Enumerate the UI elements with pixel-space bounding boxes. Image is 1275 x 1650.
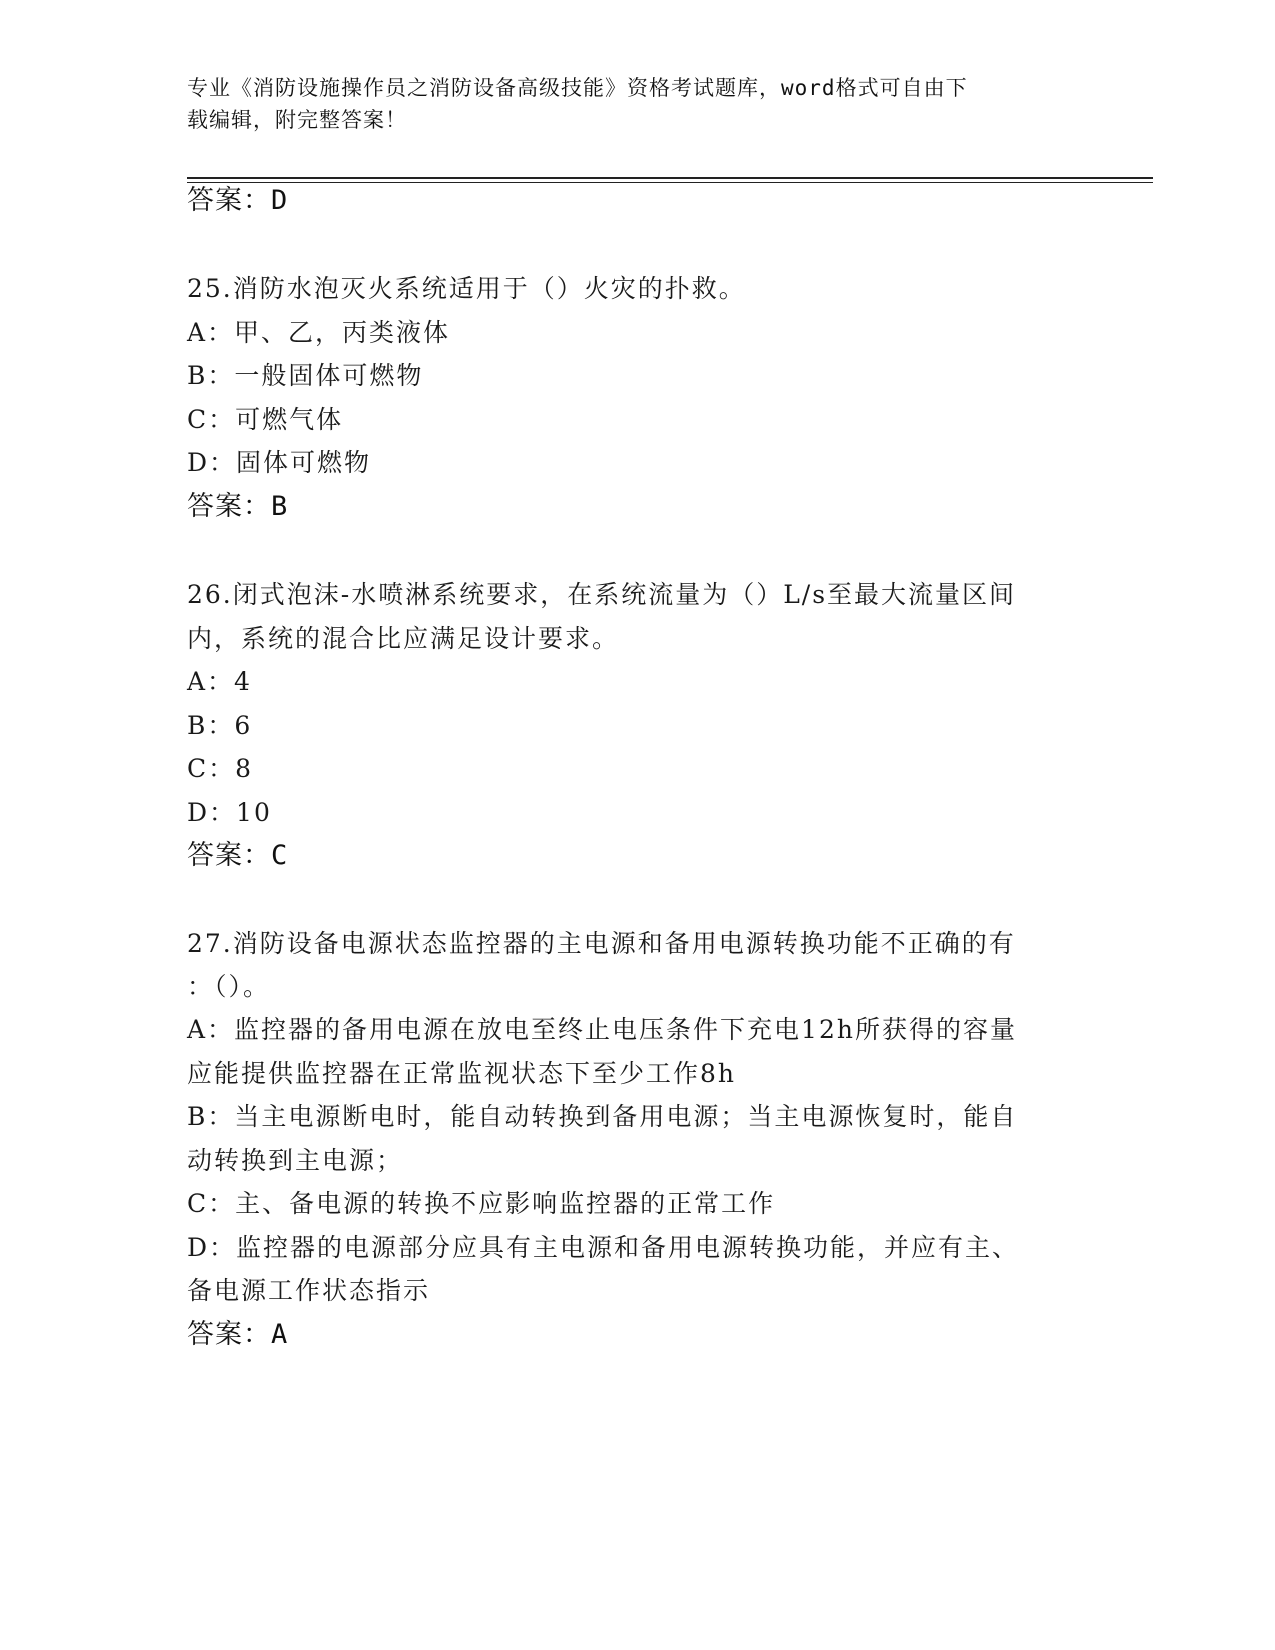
header-divider — [187, 177, 1153, 179]
question-27-option-d-line-1: D：监控器的电源部分应具有主电源和备用电源转换功能，并应有主、 — [187, 1233, 1020, 1262]
question-25-option-a: A：甲、乙，丙类液体 — [187, 318, 451, 347]
header-line-1: 专业《消防设施操作员之消防设备高级技能》资格考试题库，word格式可自由下 — [187, 76, 968, 100]
question-27-answer: 答案：A — [187, 1319, 289, 1350]
question-25-option-d: D：固体可燃物 — [187, 448, 372, 477]
question-27-option-a-line-1: A：监控器的备用电源在放电至终止电压条件下充电12h所获得的容量 — [187, 1015, 1017, 1044]
question-26-stem-line-1: 26.闭式泡沫-水喷淋系统要求，在系统流量为（）L/s至最大流量区间 — [187, 580, 1017, 609]
answer-prev: 答案：D — [187, 185, 289, 216]
question-26-option-d: D：10 — [187, 798, 272, 827]
question-26-answer: 答案：C — [187, 840, 289, 871]
question-27-option-d-line-2: 备电源工作状态指示 — [187, 1276, 431, 1305]
document-header — [187, 72, 1067, 136]
header-divider-thin — [187, 182, 1153, 183]
question-25-option-c: C：可燃气体 — [187, 405, 344, 434]
question-26-stem-line-2: 内，系统的混合比应满足设计要求。 — [187, 624, 620, 653]
question-25-option-b: B：一般固体可燃物 — [187, 361, 424, 390]
question-27-stem-line-2: ：（）。 — [187, 972, 271, 1001]
question-27-option-c: C：主、备电源的转换不应影响监控器的正常工作 — [187, 1189, 776, 1218]
question-26-option-b: B：6 — [187, 711, 253, 740]
question-25-stem: 25.消防水泡灭火系统适用于（）火灾的扑救。 — [187, 274, 746, 303]
question-25-answer: 答案：B — [187, 491, 289, 522]
question-27-option-b-line-1: B：当主电源断电时，能自动转换到备用电源；当主电源恢复时，能自 — [187, 1102, 1018, 1131]
question-26-option-a: A：4 — [187, 667, 252, 696]
question-27-option-a-line-2: 应能提供监控器在正常监视状态下至少工作8h — [187, 1059, 737, 1088]
question-27-option-b-line-2: 动转换到主电源； — [187, 1146, 404, 1175]
question-26-option-c: C：8 — [187, 754, 254, 783]
question-27-stem-line-1: 27.消防设备电源状态监控器的主电源和备用电源转换功能不正确的有 — [187, 929, 1016, 958]
header-line-2: 载编辑，附完整答案！ — [187, 108, 407, 132]
